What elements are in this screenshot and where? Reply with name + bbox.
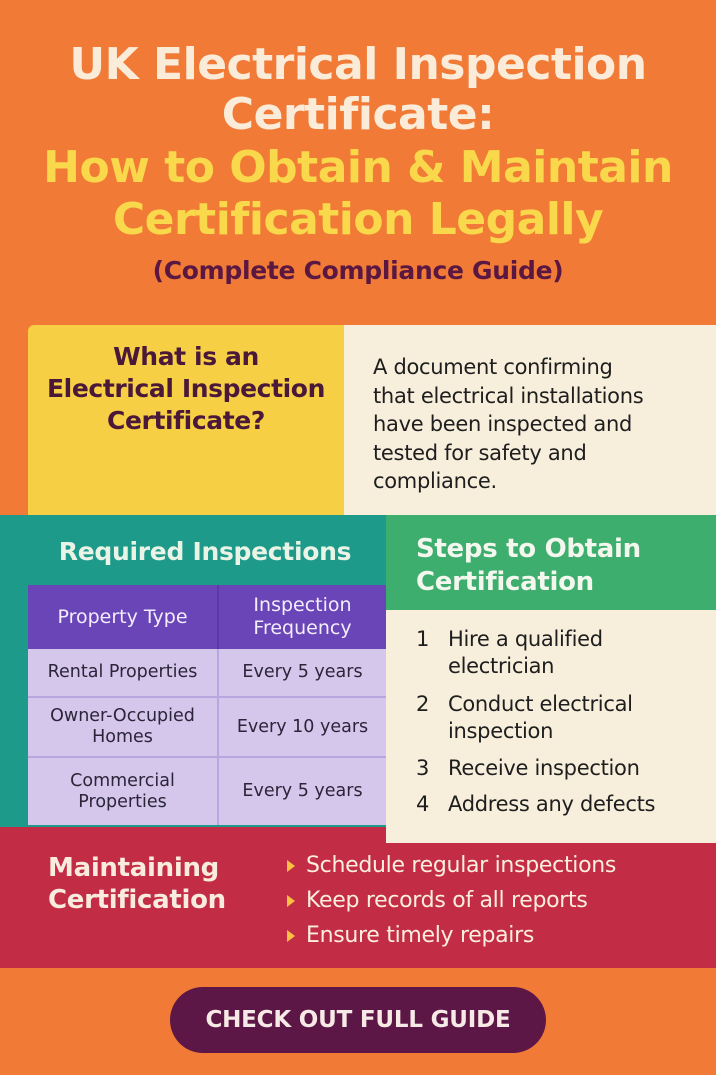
page-title [0, 40, 716, 140]
step-number: 3 [416, 756, 430, 780]
title-line: Certificate: [221, 89, 495, 140]
bullet-text: Ensure timely repairs [306, 923, 535, 948]
definition-question-panel [28, 325, 344, 515]
column-header-frequency [218, 585, 386, 649]
definition-question-line: Electrical Inspection [47, 374, 325, 403]
cell-text: Every 10 years [236, 716, 369, 737]
bullet-text: Schedule regular inspections [306, 853, 617, 878]
steps-title [416, 533, 641, 599]
cell-text: Owner-Occupied [50, 706, 195, 726]
step-text [448, 626, 603, 680]
definition-question [47, 341, 325, 437]
definition-question-line: What is an [113, 342, 259, 371]
title-line: How to Obtain & Maintain [43, 142, 673, 193]
steps-panel-extension [386, 827, 716, 843]
column-header-property-type [28, 585, 218, 649]
list-item [287, 888, 588, 913]
required-inspections-panel [0, 515, 386, 827]
cell-text: Rental Properties [47, 662, 198, 682]
triangle-bullet-icon [287, 895, 295, 907]
check-out-full-guide-button[interactable]: CHECK OUT FULL GUIDE [170, 987, 546, 1053]
steps-list [386, 610, 716, 843]
cell-text: Homes [92, 727, 153, 747]
cell-text: Commercial [70, 770, 175, 791]
property-type-cell [28, 649, 218, 697]
definition-answer-line: compliance. [373, 469, 497, 493]
cell-text: Every 5 years [242, 781, 363, 801]
step-number: 4 [416, 792, 430, 816]
step-text-line: electrician [448, 654, 555, 678]
definition-answer [373, 353, 703, 496]
list-item [416, 755, 706, 782]
bullet-text: Keep records of all reports [306, 888, 588, 913]
table-row [28, 649, 386, 697]
cell-text: Properties [78, 791, 167, 812]
inspections-table [28, 585, 386, 825]
steps-title-line: Steps to Obtain [416, 534, 641, 564]
triangle-bullet-icon [287, 930, 295, 942]
definition-question-line: Certificate? [107, 406, 265, 435]
triangle-bullet-icon [287, 860, 295, 872]
maintaining-title-line: Maintaining [48, 853, 219, 883]
cell-text: Every 5 years [242, 662, 363, 682]
page-subtitle: (Complete Compliance Guide) [152, 256, 564, 285]
title-line: Certification Legally [112, 194, 604, 245]
list-item [416, 626, 706, 680]
steps-title-line: Certification [416, 567, 594, 597]
frequency-cell [218, 697, 386, 757]
definition-answer-line: have been inspected and [373, 412, 633, 436]
definition-answer-panel [344, 325, 716, 515]
title-line: UK Electrical Inspection [69, 39, 647, 90]
steps-header [386, 515, 716, 610]
list-item [287, 853, 616, 878]
step-text: Address any defects [448, 792, 656, 816]
frequency-cell [218, 757, 386, 825]
header [0, 0, 716, 325]
list-item [287, 923, 534, 948]
step-number: 1 [416, 627, 430, 651]
column-header-label: Inspection [253, 594, 352, 616]
property-type-cell [28, 697, 218, 757]
table-row [28, 757, 386, 825]
step-text: Receive inspection [448, 756, 640, 780]
definition-answer-line: A document confirming [373, 355, 613, 379]
page-title-accent [0, 142, 716, 246]
list-item [416, 691, 706, 745]
column-header-label: Property Type [57, 605, 188, 628]
step-text-line: Conduct electrical [448, 692, 633, 716]
step-text-line: Hire a qualified [448, 627, 603, 651]
step-text [448, 691, 633, 745]
definition-answer-line: tested for safety and [373, 440, 587, 465]
maintaining-title-line: Certification [48, 885, 226, 915]
property-type-cell [28, 757, 218, 825]
frequency-cell [218, 649, 386, 697]
definition-answer-line: that electrical installations [373, 383, 644, 408]
column-header-label: Frequency [253, 617, 352, 639]
list-item [416, 791, 706, 818]
step-number: 2 [416, 692, 430, 716]
maintaining-title [48, 852, 226, 916]
table-header-row [28, 585, 386, 649]
required-inspections-title: Required Inspections [58, 537, 352, 566]
step-text-line: inspection [448, 719, 554, 743]
table-row [28, 697, 386, 757]
